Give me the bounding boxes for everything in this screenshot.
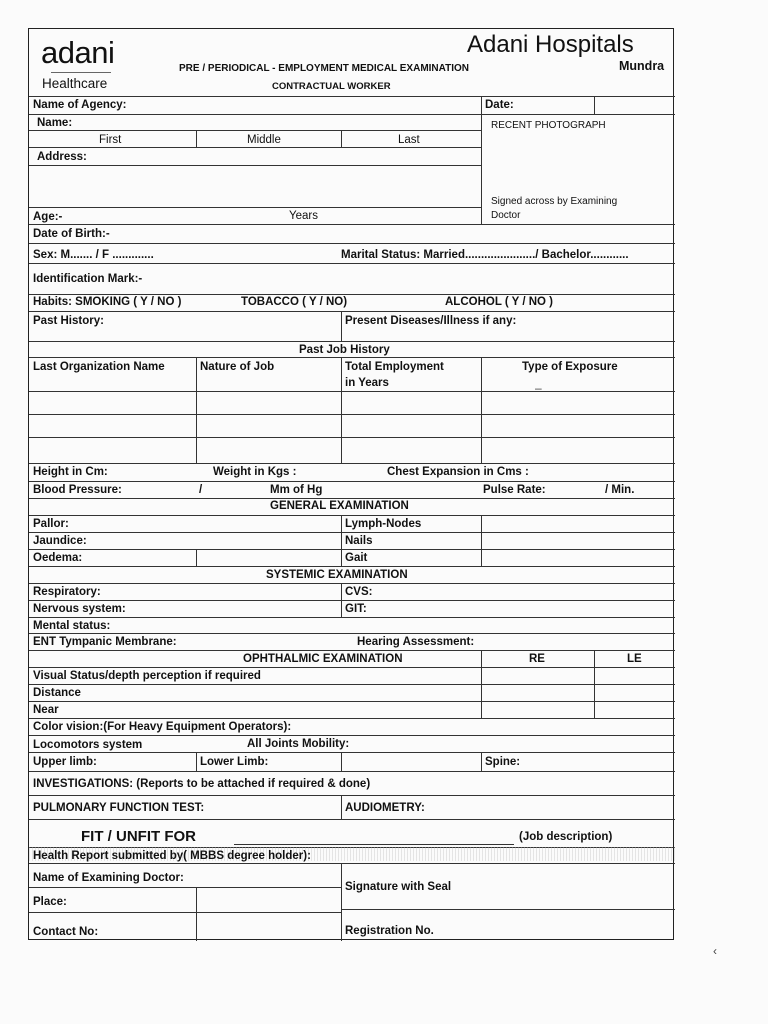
col-line [196,357,197,463]
visual-status-label: Visual Status/depth perception if required [33,670,261,682]
row-line [481,114,675,115]
row-line [341,909,675,910]
pulmonary-function-test-label: PULMONARY FUNCTION TEST: [33,802,205,814]
row-line [29,147,481,148]
row-line [29,684,675,685]
general-exam-heading: GENERAL EXAMINATION [270,500,409,512]
col-line [196,887,197,941]
job-description-line[interactable] [234,844,514,845]
address-label: Address: [37,151,87,163]
chest-expansion-label: Chest Expansion in Cms : [387,466,529,478]
row-line [29,130,481,131]
spine-label: Spine: [485,756,521,768]
height-label: Height in Cm: [33,466,108,478]
age-label: Age:- [33,211,63,223]
first-name-label: First [99,134,122,146]
row-line [29,532,675,533]
row-line [29,114,481,115]
row-line [29,819,675,820]
ent-label: ENT Tympanic Membrane: [33,636,177,648]
weight-label: Weight in Kgs : [213,466,297,478]
smoking-label: Habits: SMOKING ( Y / NO ) [33,296,182,308]
row-line [29,735,675,736]
locomotor-system-label: Locomotors system [33,739,143,751]
col-line [481,515,482,566]
sex-label: Sex: M....... / F ............. [33,249,154,261]
signature-seal-label: Signature with Seal [345,881,452,893]
dob-label: Date of Birth:- [33,228,110,240]
place-label: Place: [33,896,67,908]
last-organization-header: Last Organization Name [33,361,165,373]
hearing-assessment-label: Hearing Assessment: [357,636,475,648]
row-line [29,311,675,312]
total-employment-header-line2: in Years [345,377,389,389]
dash-mark: – [535,381,542,395]
form-subtitle: CONTRACTUAL WORKER [272,81,391,92]
col-line [481,357,482,463]
joints-mobility-label: All Joints Mobility: [247,738,350,750]
mental-status-label: Mental status: [33,620,111,632]
col-line [341,795,342,819]
scan-speck: ‹ [713,944,717,958]
blood-pressure-label: Blood Pressure: [33,484,122,496]
row-line [29,583,675,584]
row-line [29,341,675,342]
marital-status-label: Marital Status: Married....................../ Bachelor............ [341,249,629,261]
row-line [29,863,675,864]
col-line [341,357,342,463]
row-line [29,650,675,651]
gait-label: Gait [345,552,368,564]
fit-unfit-label: FIT / UNFIT FOR [81,828,196,845]
col-line [481,650,482,718]
middle-name-label: Middle [247,134,281,146]
jaundice-label: Jaundice: [33,535,87,547]
years-label: Years [289,210,318,222]
bp-slash: / [199,484,203,496]
date-field[interactable] [594,96,675,114]
type-of-exposure-header: Type of Exposure [522,361,618,373]
col-line [594,650,595,718]
row-line [29,463,675,464]
nails-label: Nails [345,535,373,547]
logo-divider [51,72,111,73]
contact-no-label: Contact No: [33,926,99,938]
row-line [29,701,675,702]
row-line [29,600,675,601]
col-line [341,863,342,941]
past-job-history-heading: Past Job History [299,344,390,356]
investigations-label: INVESTIGATIONS: (Reports to be attached if required & done) [33,778,371,790]
logo-subtitle: Healthcare [42,76,108,91]
row-line [29,566,675,567]
col-line [341,130,342,147]
lymph-nodes-label: Lymph-Nodes [345,518,422,530]
row-line [29,263,675,264]
col-line [341,752,342,771]
per-min-label: / Min. [605,484,635,496]
nature-of-job-header: Nature of Job [200,361,275,373]
row-line [29,887,341,888]
oedema-label: Oedema: [33,552,83,564]
alcohol-label: ALCOHOL ( Y / NO ) [445,296,553,308]
examining-doctor-label: Name of Examining Doctor: [33,872,184,884]
row-line [29,771,675,772]
pallor-label: Pallor: [33,518,69,530]
row-line [29,633,675,634]
cvs-label: CVS: [345,586,373,598]
row-line [29,752,675,753]
row-line [29,391,675,392]
row-line [29,414,675,415]
col-line [481,96,482,224]
row-line [29,617,675,618]
agency-label: Name of Agency: [33,99,127,111]
row-line [29,207,481,208]
total-employment-header: Total Employment [345,361,444,373]
pulse-rate-label: Pulse Rate: [483,484,546,496]
last-name-label: Last [398,134,420,146]
color-vision-label: Color vision:(For Heavy Equipment Operators): [33,721,292,733]
right-eye-header: RE [529,653,545,665]
upper-limb-label: Upper limb: [33,756,97,768]
job-description-label: (Job description) [519,831,613,843]
row-line [29,243,675,244]
form-sheet [28,28,674,940]
adani-logo: adani [41,35,115,70]
past-history-label: Past History: [33,315,104,327]
present-diseases-label: Present Diseases/Illness if any: [345,315,517,327]
form-title: PRE / PERIODICAL - EMPLOYMENT MEDICAL EXAMINATION [179,63,470,74]
systemic-exam-heading: SYSTEMIC EXAMINATION [266,569,408,581]
name-label: Name: [37,117,73,129]
col-line [196,130,197,147]
row-line [29,437,675,438]
col-line [196,752,197,771]
row-line [29,718,675,719]
date-label: Date: [485,99,514,111]
audiometry-label: AUDIOMETRY: [345,802,425,814]
row-line [29,795,675,796]
photo-label: RECENT PHOTOGRAPH [491,120,606,131]
col-line [341,515,342,566]
col-line [481,752,482,771]
nervous-system-label: Nervous system: [33,603,126,615]
row-line [29,96,675,97]
signed-across-label: Signed across by Examining [491,196,618,207]
ophthalmic-exam-heading: OPHTHALMIC EXAMINATION [243,653,403,665]
tobacco-label: TOBACCO ( Y / NO) [241,296,348,308]
row-line [29,549,675,550]
hospital-name: Adani Hospitals [467,31,634,58]
distance-label: Distance [33,687,81,699]
row-line [29,667,675,668]
col-line [341,583,342,617]
mm-of-hg-label: Mm of Hg [270,484,323,496]
col-line [341,311,342,341]
row-line [29,515,675,516]
near-label: Near [33,704,59,716]
col-line [196,549,197,566]
row-line [29,357,675,358]
signed-doctor-label: Doctor [491,210,521,221]
identification-mark-label: Identification Mark:- [33,273,143,285]
row-line [29,912,341,913]
row-line [29,165,481,166]
row-line [29,481,675,482]
lower-limb-label: Lower Limb: [200,756,269,768]
registration-no-label: Registration No. [345,925,434,937]
row-line [29,224,675,225]
git-label: GIT: [345,603,367,615]
hospital-location: Mundra [619,59,665,73]
left-eye-header: LE [627,653,642,665]
respiratory-label: Respiratory: [33,586,101,598]
health-report-label: Health Report submitted by( MBBS degree holder): [33,850,311,862]
